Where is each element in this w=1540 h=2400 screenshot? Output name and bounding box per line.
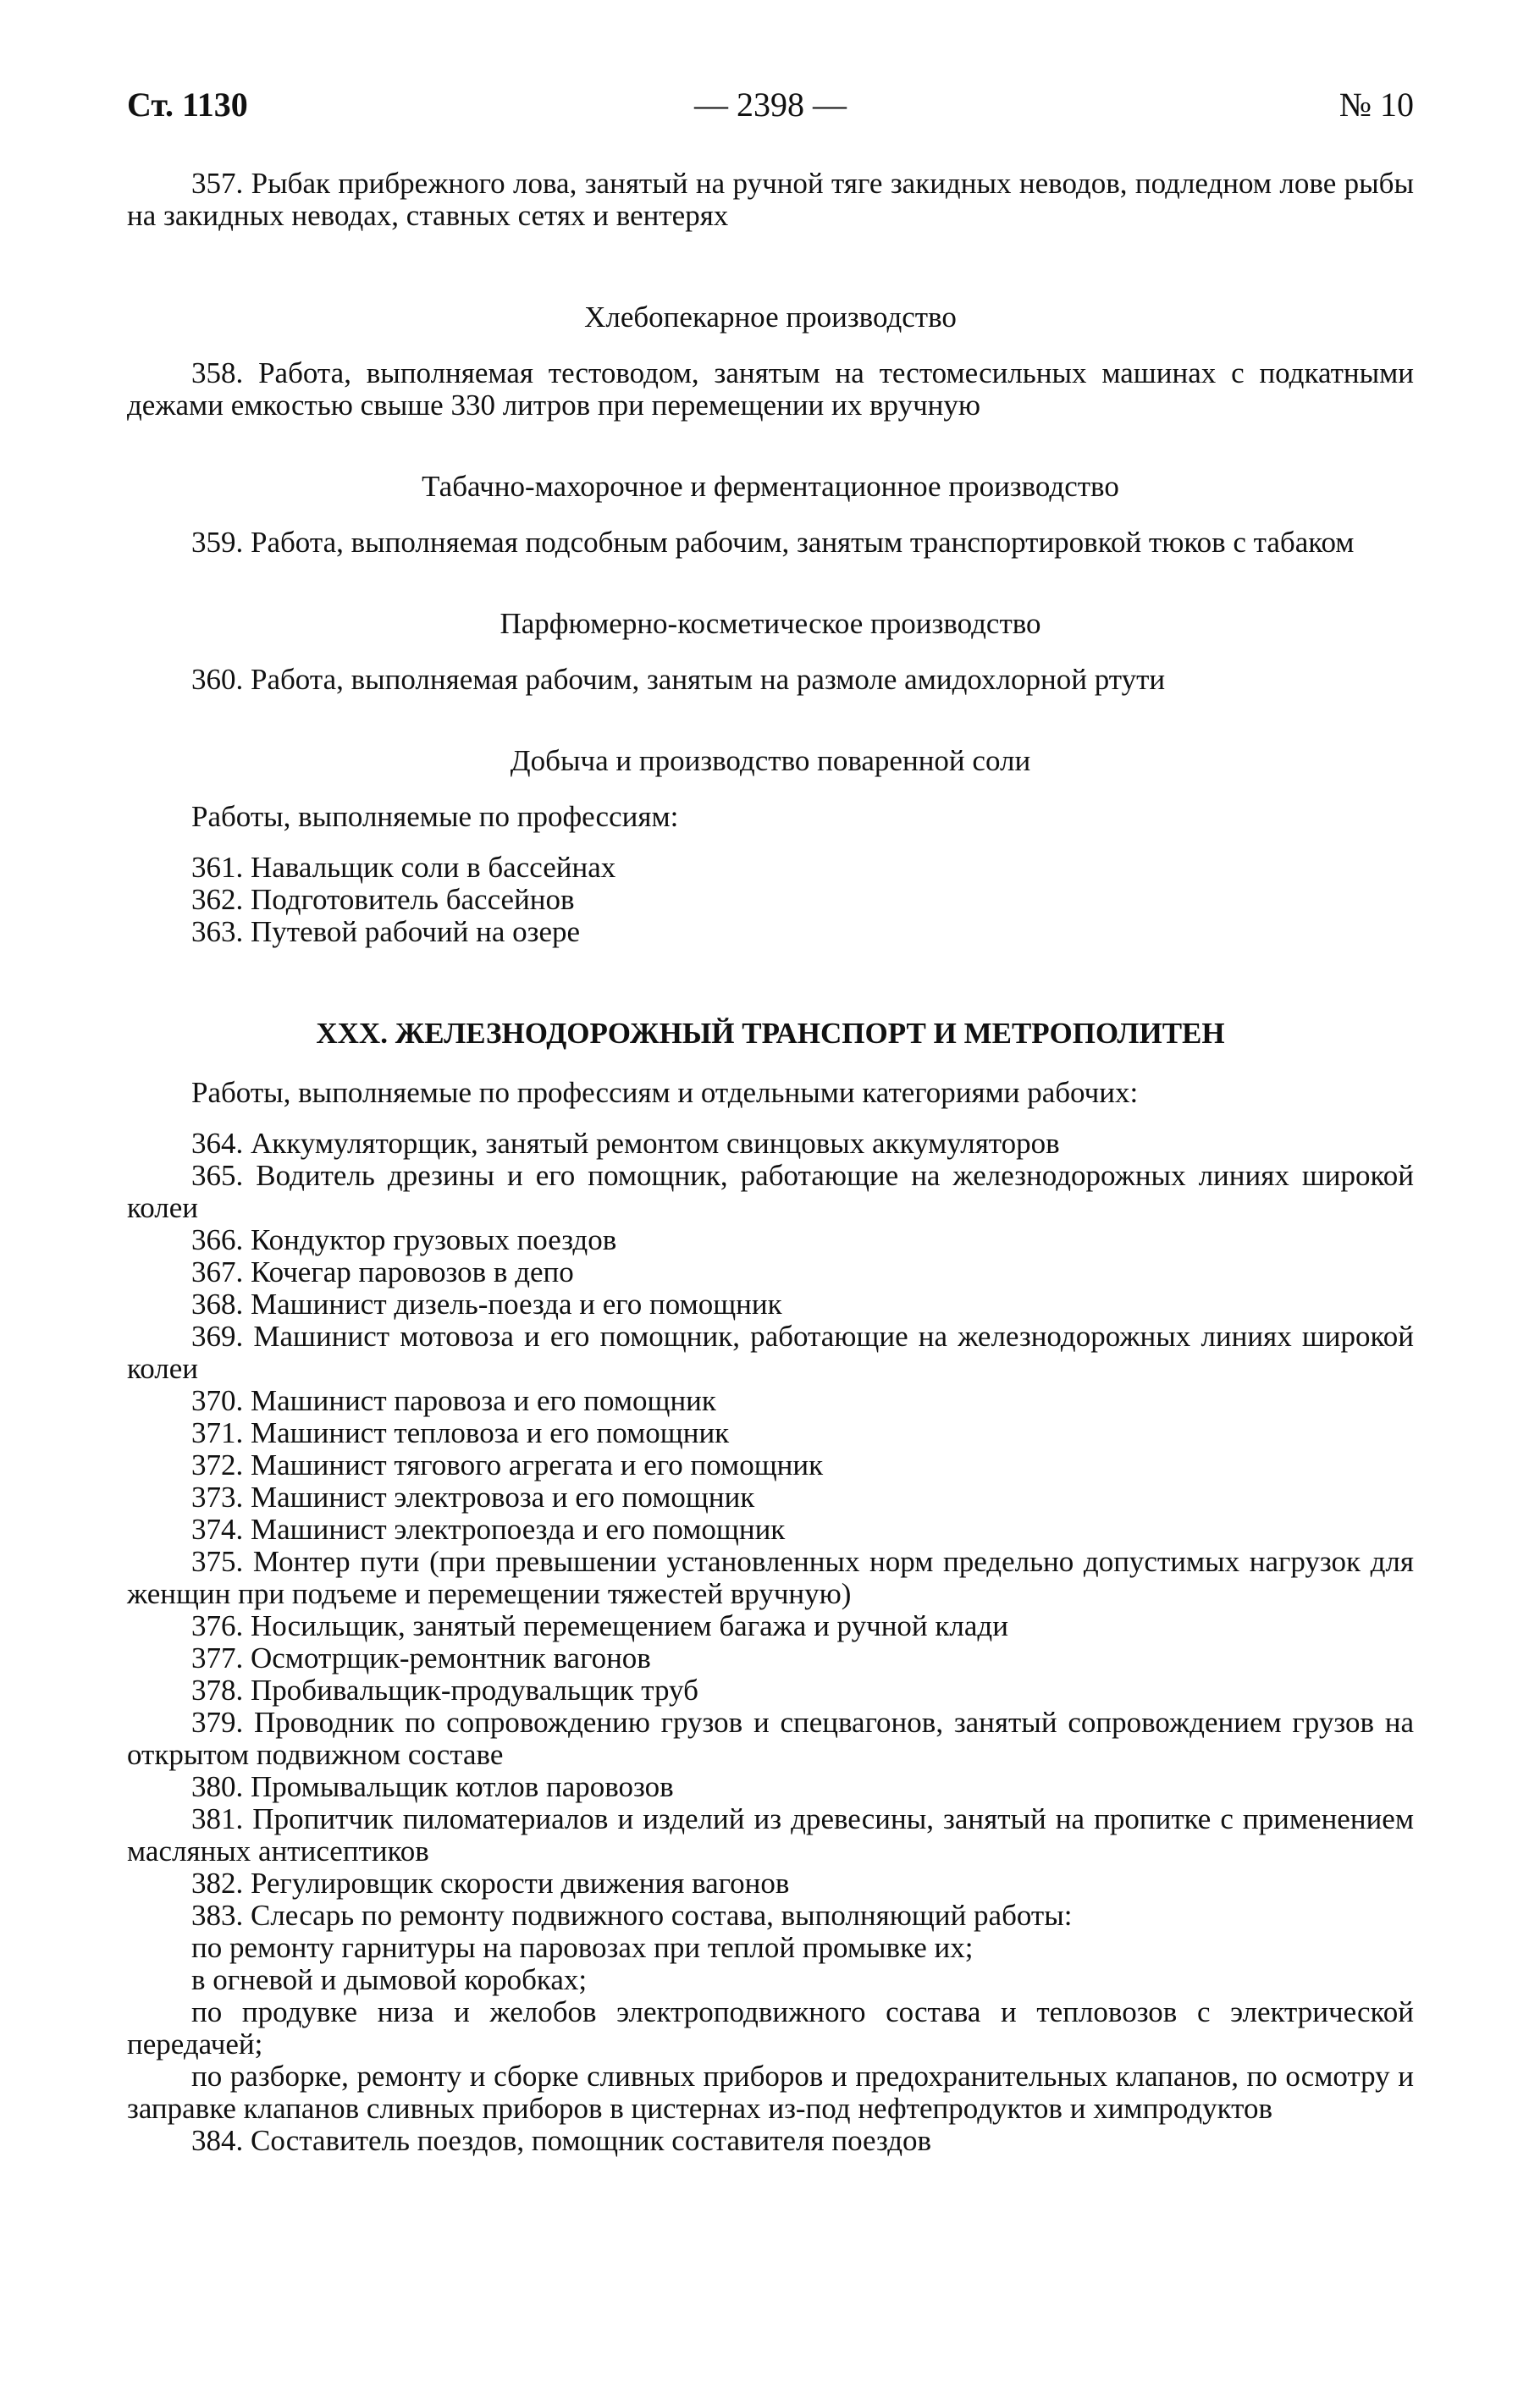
section-heading-salt: Добыча и производство поваренной соли [510,744,1031,777]
item-362: 362. Подготовитель бассейнов [191,883,575,916]
document-page [127,85,1414,2157]
section-heading-tobacco: Табачно-махорочное и ферментационное производство [422,470,1119,503]
section-heading-perfume: Парфюмерно-косметическое производство [500,607,1041,640]
item-383-sub-d: по разборке, ремонту и сборке сливных приборов и предохранительных клапанов, по осмотру и заправке клапанов сливных приборов в цистернах из-под нефтепродуктов и химпродуктов [127,2060,1414,2125]
item-365: 365. Водитель дрезины и его помощник, работающие на железнодорожных линиях широкой колеи [127,1159,1414,1224]
item-383-sub-b: в огневой и дымовой коробках; [191,1963,588,1996]
item-373: 373. Машинист электровоза и его помощник [191,1481,755,1514]
item-361: 361. Навальщик соли в бассейнах [191,851,616,884]
item-384: 384. Составитель поездов, помощник составителя поездов [191,2124,932,2157]
item-383: 383. Слесарь по ремонту подвижного состава, выполняющий работы: [191,1899,1073,1932]
railway-intro: Работы, выполняемые по профессиям и отдельными категориями рабочих: [191,1076,1139,1109]
item-378: 378. Пробивальщик-продувальщик труб [191,1674,698,1707]
item-371: 371. Машинист тепловоза и его помощник [191,1416,730,1449]
document-body [127,168,1414,2157]
item-363: 363. Путевой рабочий на озере [191,915,581,948]
item-375: 375. Монтер пути (при превышении установленных норм предельно допустимых нагрузок для женщин при подъеме и перемещении тяжестей вручную) [127,1545,1414,1610]
issue-number: № 10 [1339,86,1414,124]
item-369: 369. Машинист мотовоза и его помощник, работающие на железнодорожных линиях широкой колеи [127,1320,1414,1385]
item-366: 366. Кондуктор грузовых поездов [191,1223,617,1256]
item-368: 368. Машинист дизель-поезда и его помощник [191,1288,782,1321]
item-374: 374. Машинист электропоезда и его помощник [191,1513,786,1546]
section-heading-bakery: Хлебопекарное производство [584,301,957,334]
salt-intro: Работы, выполняемые по профессиям: [191,800,679,833]
item-364: 364. Аккумуляторщик, занятый ремонтом свинцовых аккумуляторов [191,1127,1060,1160]
page-header [127,85,1414,135]
item-376: 376. Носильщик, занятый перемещением багажа и ручной клади [191,1609,1008,1642]
item-360: 360. Работа, выполняемая рабочим, занятым на размоле амидохлорной ртути [191,663,1166,696]
item-379: 379. Проводник по сопровождению грузов и спецвагонов, занятый сопровождением грузов на открытом подвижном составе [127,1706,1414,1771]
item-380: 380. Промывальщик котлов паровозов [191,1770,674,1803]
item-383-sub-c: по продувке низа и желобов электроподвижного состава и тепловозов с электрической передачей; [127,1995,1414,2061]
item-381: 381. Пропитчик пиломатериалов и изделий из древесины, занятый на пропитке с применением масляных антисептиков [127,1802,1414,1868]
item-377: 377. Осмотрщик-ремонтник вагонов [191,1641,651,1674]
item-382: 382. Регулировщик скорости движения вагонов [191,1867,790,1900]
article-number: Ст. 1130 [127,86,248,124]
page-number: — 2398 — [694,86,847,124]
item-359: 359. Работа, выполняемая подсобным рабочим, занятым транспортировкой тюков с табаком [191,526,1355,559]
item-372: 372. Машинист тягового агрегата и его помощник [191,1448,824,1481]
item-383-sub-a: по ремонту гарнитуры на паровозах при теплой промывке их; [191,1931,974,1964]
item-358: 358. Работа, выполняемая тестоводом, занятым на тестомесильных машинах с подкатными дежами емкостью свыше 330 литров при перемещении их вручную [127,356,1414,422]
part-heading-railway: XXX. ЖЕЛЕЗНОДОРОЖНЫЙ ТРАНСПОРТ И МЕТРОПОЛИТЕН [316,1017,1225,1050]
item-367: 367. Кочегар паровозов в депо [191,1255,574,1288]
item-370: 370. Машинист паровоза и его помощник [191,1384,716,1417]
item-357: 357. Рыбак прибрежного лова, занятый на ручной тяге закидных неводов, подледном лове рыбы на закидных неводах, ставных сетях и вентерях [127,167,1414,232]
